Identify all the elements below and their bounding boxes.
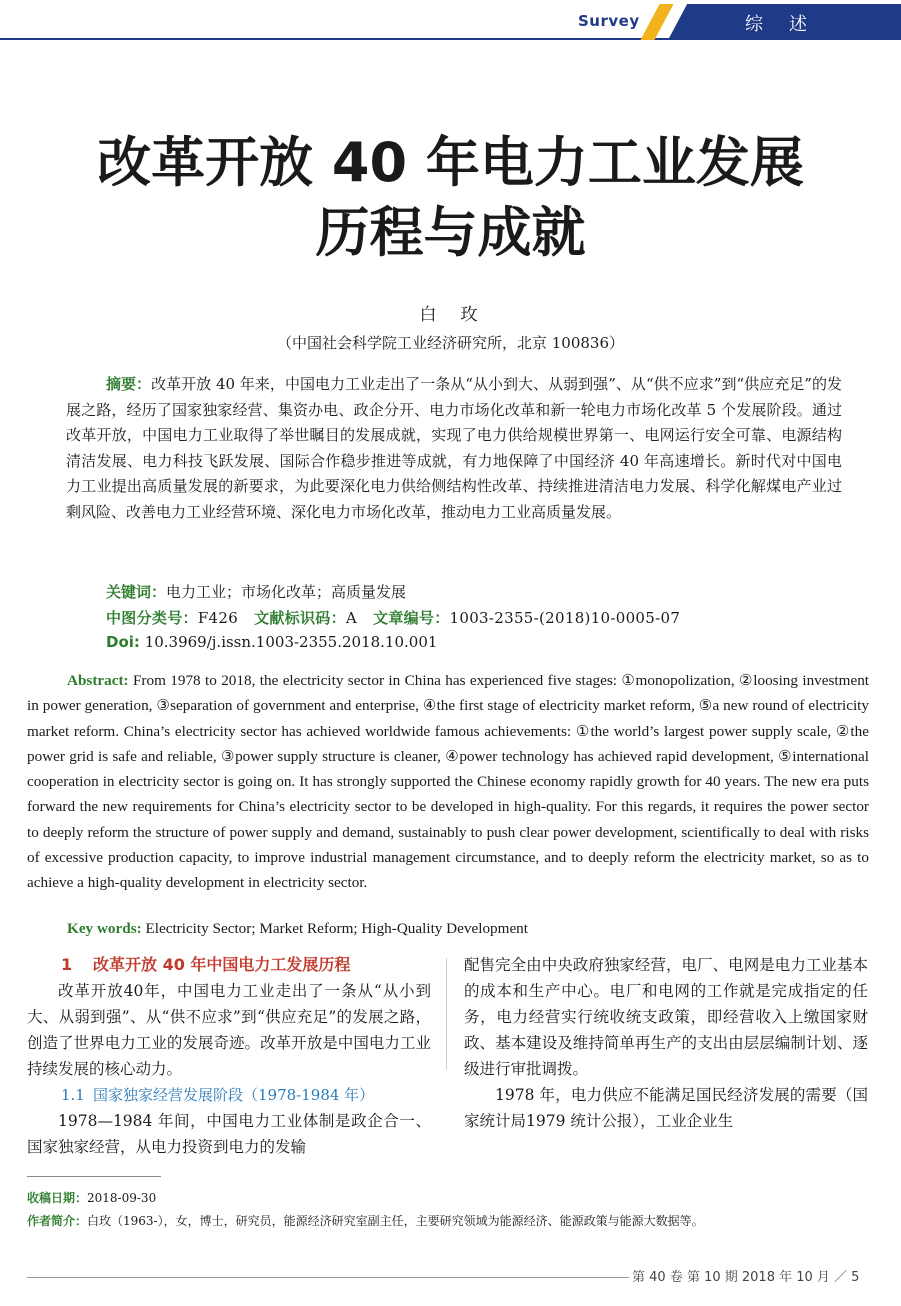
article-number-value: 1003-2355-(2018)10-0005-07 [449,609,681,627]
body-left-column [27,952,431,1160]
clc-label: 中图分类号： [106,609,198,627]
abstract-zh-text: 改革开放 40 年来，中国电力工业走出了一条从“从小到大、从弱到强”、从“供不应求”到“供应充足”的发展之路，经历了国家独家经营、集资办电、政企分开、电力市场化改革和新一轮电力市场化改革 5 个发展阶段。通过改革开放，中国电力工业取得了举世瞩目的发展成就，实现了电力供给规模世界第一、电网运行安全可靠、电源结构清洁发展、电力科技飞跃发展、国际合作稳步推进等成就，有力地保障了中国经济 40 年高速增长。新时代对中国电力工业提出高质量发展的新要求，为此要深化电力供给侧结构性改革、持续推进清洁电力发展、科学化解煤电产业过剩风险、改善电力工业经营环境、深化电力市场化改革，推动电力工业高质量发展。 [66,375,842,521]
header-survey-label: Survey [578,12,640,30]
received-value: 2018-09-30 [87,1191,157,1205]
abstract-en-label: Abstract: [67,672,129,689]
body-paragraph: 1978—1984 年间，中国电力工业体制是政企合一、国家独家经营，从电力投资到电力的发输 [27,1112,431,1156]
subsection-number: 1.1 [61,1086,85,1104]
header-section-label: 综述 [745,14,833,35]
article-number-label: 文章编号： [373,609,450,627]
body-paragraph: 1978 年，电力供应不能满足国民经济发展的需要（国家统计局1979 统计公报），工业企业生 [464,1086,868,1130]
keywords-en-text: Electricity Sector; Market Reform; High-Quality Development [145,920,528,937]
column-divider [446,958,447,1070]
doi-value[interactable]: 10.3969/j.issn.1003-2355.2018.10.001 [144,633,438,651]
body-right-column [464,952,868,1134]
section-heading [27,952,431,978]
abstract-en-text: From 1978 to 2018, the electricity sector in China has experienced five stages: ①monopolization, ②loosing investment in power generation, ③separation of government and enterprise, ④the first stage of electricity market reform, ⑤a new round of electricity market reform. China’s electricity sector has achieved worldwide famous achievements: ①the world’s largest power supply scale, ②the power grid is safe and reliable, ③power supply structure is cleaner, ④power technology has achieved rapid development, ⑤international cooperation in electricity sector is going on. It has strongly supported the Chinese economy rapidly growth for 40 years. The new era puts forward the new requirements for China’s electricity sector to be developed in high-quality. For this regards, it requires the power sector to deeply reform the structure of power supply and demand, sustainably to push clear power development, scientifically to deal with risks of excessive production capacity, to improve industrial management circumstance, and to deeply reform the electricity market, so as to achieve a high-quality development in electricity sector. [27,672,870,892]
body-paragraph: 改革开放40年，中国电力工业走出了一条从“从小到大、从弱到强”、从“供不应求”到“供应充足”的发展之路，创造了世界电力工业的发展奇迹。改革开放是中国电力工业持续发展的核心动力。 [27,982,431,1078]
subsection-heading [27,1082,431,1108]
body-paragraph: 配售完全由中央政府独家经营，电厂、电网是电力工业基本的成本和生产中心。电厂和电网的工作就是完成指定的任务，电力经营实行统收统支政策，即经营收入上缴国家财政、基本建设及维持简单再生产的支出由层层编制计划、逐级进行审批调拨。 [464,956,868,1078]
keywords-en [67,920,528,938]
received-date [27,1189,156,1206]
keywords-zh [106,581,406,602]
article-title-line2: 历程与成就 [315,201,586,264]
footnote-rule [27,1176,161,1177]
received-label: 收稿日期： [27,1191,88,1205]
bio-text: 白玫（1963-），女，博士，研究员，能源经济研究室副主任，主要研究领域为能源经济、能源政策与能源大数据等。 [87,1214,704,1228]
footer-rule [27,1277,629,1278]
abstract-zh [66,372,842,526]
classification-line [106,607,680,628]
author-affiliation: （中国社会科学院工业经济研究所，北京 100836） [276,334,625,352]
subsection-title: 国家独家经营发展阶段（1978-1984 年） [93,1086,375,1104]
doc-code-label: 文献标识码： [254,609,346,627]
doi-line [106,633,437,651]
page-footer: 第 40 卷 第 10 期 2018 年 10 月 ／ 5 [632,1270,860,1285]
article-title-line1: 改革开放 40 年电力工业发展 [97,131,804,194]
header-accent-stripe [640,4,673,40]
keywords-en-label: Key words: [67,920,142,937]
abstract-en [27,668,869,896]
section-title: 改革开放 40 年中国电力工发展历程 [93,955,351,974]
doi-label: Doi: [106,633,140,651]
section-number: 1 [61,955,73,974]
doc-code-value: A [345,609,358,627]
author-name: 白玫 [419,305,502,325]
bio-label: 作者简介： [27,1214,88,1228]
keywords-zh-label: 关键词： [106,583,167,601]
clc-value: F426 [197,609,239,627]
author-bio [27,1212,704,1229]
abstract-zh-label: 摘要： [106,375,152,393]
keywords-zh-text: 电力工业；市场化改革；高质量发展 [166,583,407,601]
